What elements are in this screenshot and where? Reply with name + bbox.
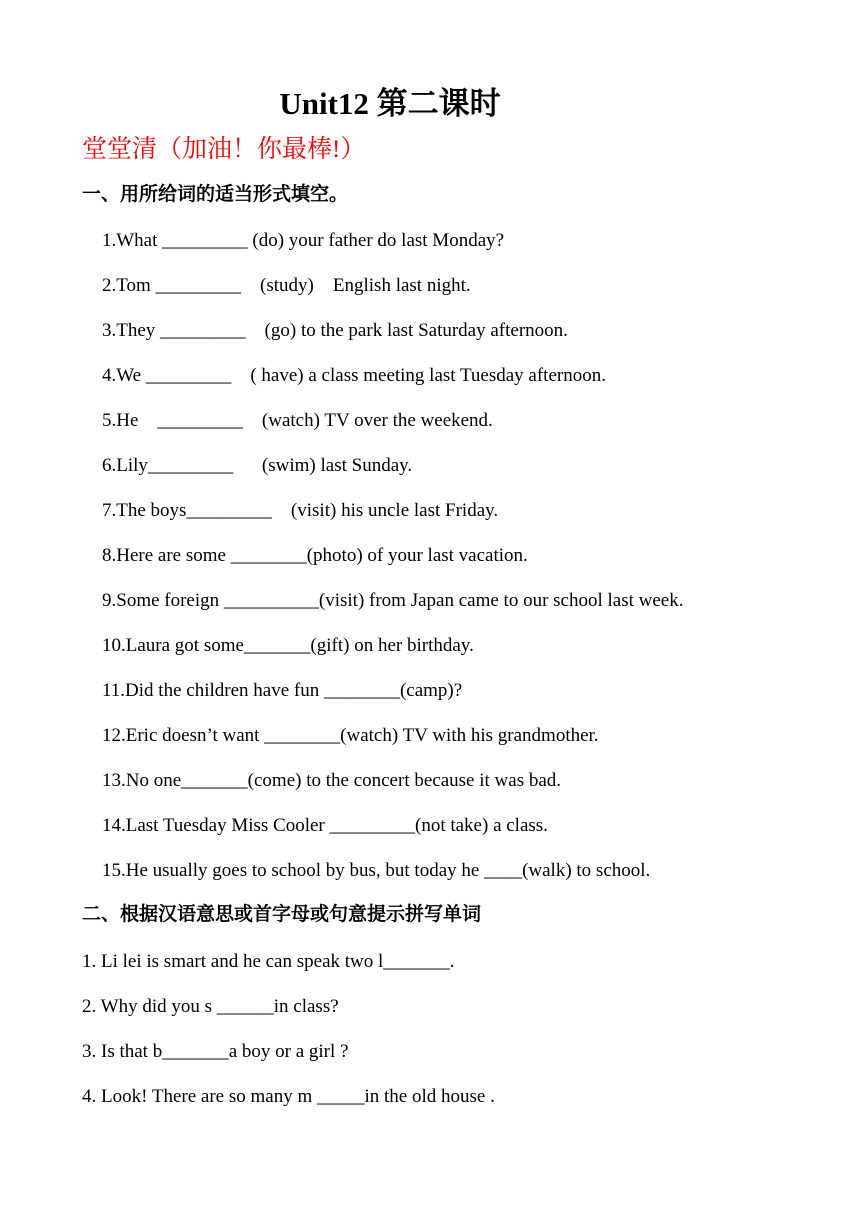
exercise-item: 8.Here are some ________(photo) of your last vacation. bbox=[102, 545, 528, 566]
exercise-item: 2. Why did you s ______in class? bbox=[82, 996, 339, 1017]
page-title: Unit12 第二课时 bbox=[279, 86, 501, 121]
exercise-item: 9.Some foreign __________(visit) from Japan came to our school last week. bbox=[102, 590, 684, 611]
exercise-item: 11.Did the children have fun ________(camp)? bbox=[102, 680, 463, 701]
section-heading: 二、根据汉语意思或首字母或句意提示拼写单词 bbox=[82, 903, 482, 925]
exercise-item: 1.What _________ (do) your father do last Monday? bbox=[102, 230, 505, 251]
exercise-item: 1. Li lei is smart and he can speak two l_______. bbox=[82, 951, 455, 972]
exercise-item: 14.Last Tuesday Miss Cooler _________(not take) a class. bbox=[102, 815, 548, 836]
exercise-item: 7.The boys_________ (visit) his uncle last Friday. bbox=[102, 500, 499, 521]
exercise-item: 2.Tom _________ (study) English last night. bbox=[102, 275, 471, 296]
exercise-item: 15.He usually goes to school by bus, but today he ____(walk) to school. bbox=[102, 860, 651, 881]
exercise-item: 10.Laura got some_______(gift) on her birthday. bbox=[102, 635, 474, 656]
exercise-item: 4.We _________ ( have) a class meeting last Tuesday afternoon. bbox=[102, 365, 606, 386]
exercise-item: 6.Lily_________ (swim) last Sunday. bbox=[102, 455, 413, 476]
exercise-item: 13.No one_______(come) to the concert because it was bad. bbox=[102, 770, 562, 791]
exercise-item: 5.He _________ (watch) TV over the weekend. bbox=[102, 410, 493, 431]
exercise-item: 4. Look! There are so many m _____in the old house . bbox=[82, 1086, 495, 1107]
exercise-item: 3. Is that b_______a boy or a girl ? bbox=[82, 1041, 349, 1062]
exercise-item: 12.Eric doesn’t want ________(watch) TV with his grandmother. bbox=[102, 725, 599, 746]
page-subtitle: 堂堂清（加油！你最棒!） bbox=[82, 136, 366, 163]
exercise-item: 3.They _________ (go) to the park last Saturday afternoon. bbox=[102, 320, 568, 341]
section-heading: 一、用所给词的适当形式填空。 bbox=[82, 183, 349, 205]
